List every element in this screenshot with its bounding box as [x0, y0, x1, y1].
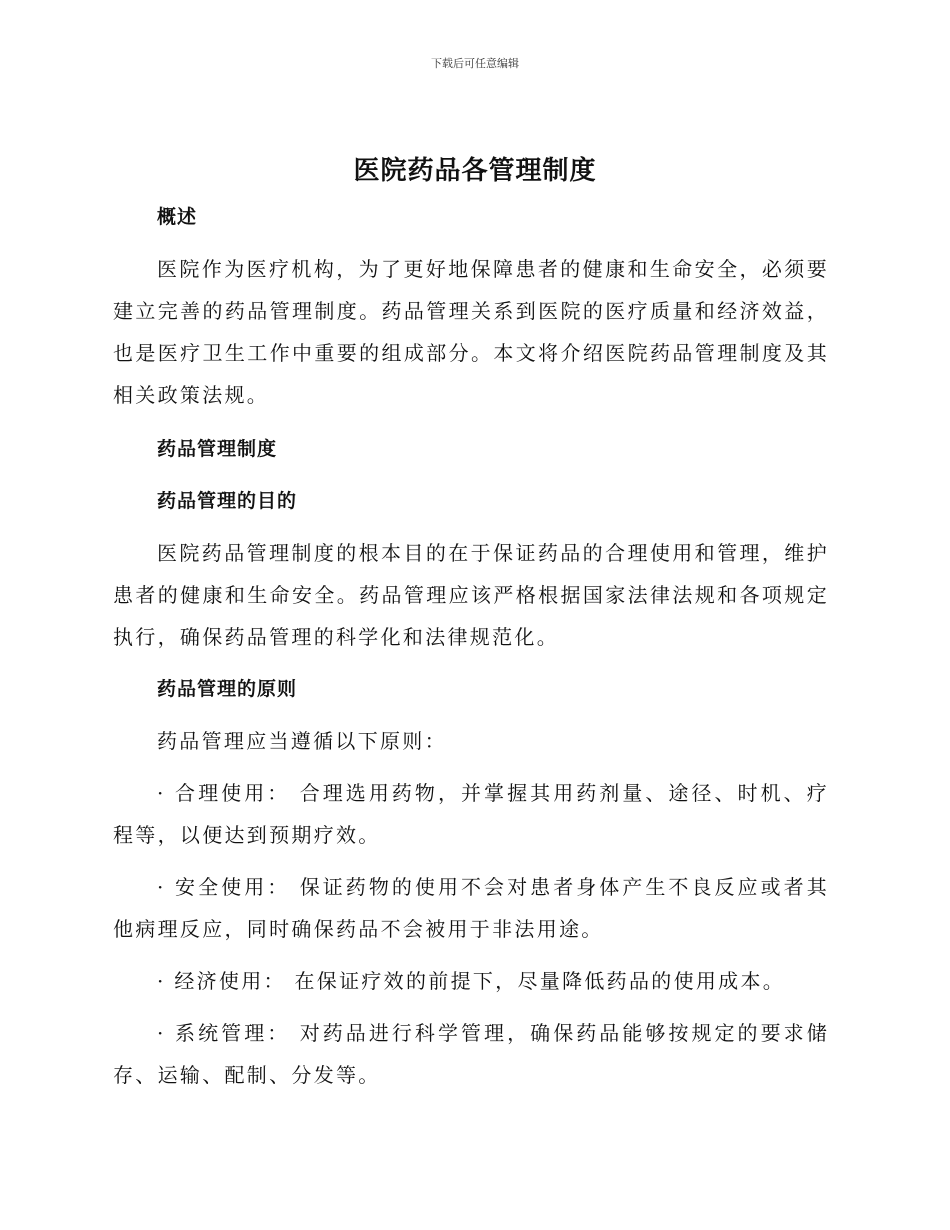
- document-title: 医院药品各管理制度: [353, 156, 597, 186]
- paragraph-overview: 医院作为医疗机构，为了更好地保障患者的健康和生命安全，必须要建立完善的药品管理制度。药品管理关系到医院的医疗质量和经济效益，也是医疗卫生工作中重要的组成部分。本文将介绍医院药品管理制度及其相关政策法规。: [113, 257, 829, 407]
- header-note: 下载后可任意编辑: [431, 57, 519, 70]
- list-item-principle-economic-use: · 经济使用： 在保证疗效的前提下，尽量降低药品的使用成本。: [157, 969, 786, 993]
- section-heading-overview: 概述: [157, 206, 198, 228]
- paragraph-purpose: 医院药品管理制度的根本目的在于保证药品的合理使用和管理，维护患者的健康和生命安全。药品管理应该严格根据国家法律法规和各项规定执行，确保药品管理的科学化和法律规范化。: [113, 541, 829, 649]
- section-heading-management-system: 药品管理制度: [157, 438, 278, 460]
- document-body: [113, 196, 829, 1096]
- section-heading-principles: 药品管理的原则: [157, 678, 298, 700]
- list-item-principle-safe-use: · 安全使用： 保证药物的使用不会对患者身体产生不良反应或者其他病理反应，同时确保药品不会被用于非法用途。: [113, 875, 829, 941]
- list-item-principle-rational-use: · 合理使用： 合理选用药物，并掌握其用药剂量、途径、时机、疗程等，以便达到预期疗效。: [113, 781, 829, 847]
- section-heading-purpose: 药品管理的目的: [157, 490, 298, 512]
- paragraph-principles-intro: 药品管理应当遵循以下原则：: [157, 729, 447, 753]
- list-item-principle-system-management: · 系统管理： 对药品进行科学管理，确保药品能够按规定的要求储存、运输、配制、分发等。: [113, 1021, 829, 1087]
